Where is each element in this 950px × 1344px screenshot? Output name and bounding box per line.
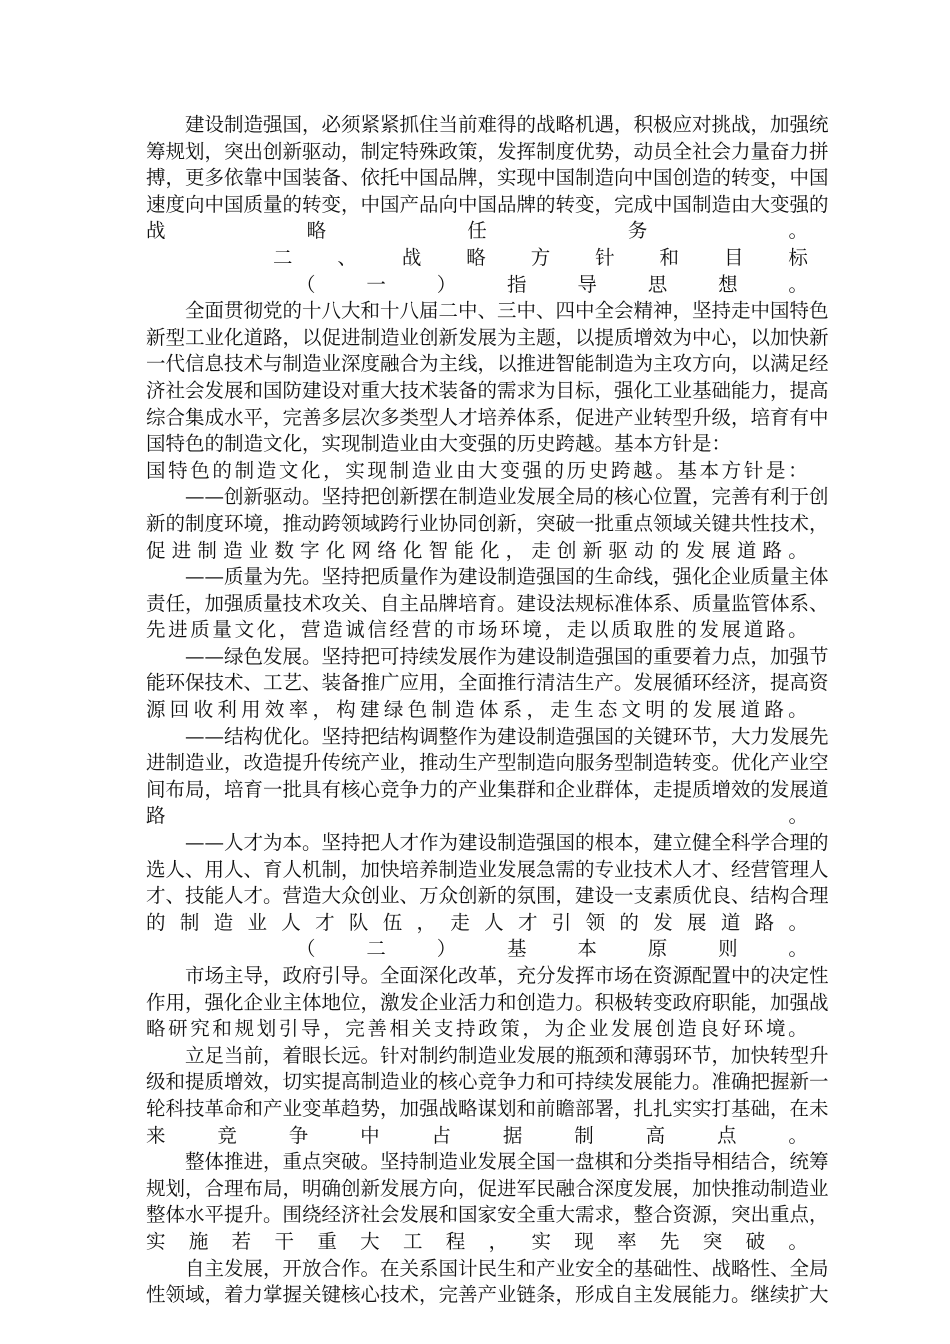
spaced-char: 诚 [345, 618, 365, 642]
spaced-char: 创 [557, 538, 577, 562]
spaced-char: 是 [765, 458, 786, 482]
spaced-char: 质 [190, 618, 210, 642]
spaced-char: 中 [360, 1123, 380, 1147]
spaced-char: 的 [212, 458, 232, 482]
spaced-char: ， [526, 698, 547, 722]
spaced-char: ） [436, 937, 457, 961]
spaced-char: 支 [433, 1017, 454, 1041]
spaced-char: 方 [530, 245, 551, 269]
spaced-char: 道 [736, 538, 757, 562]
text-line: 级和提质增效，切实提高制造业的核心竞争力和可持续发展能力。准确把握新一 [146, 1070, 829, 1094]
text-line: 筹规划，突出创新驱动，制定特殊政策，发挥制度优势，动员全社会力量奋力拼 [146, 139, 829, 163]
spaced-char: 道 [743, 618, 764, 642]
spaced-char: 基 [677, 458, 697, 482]
spaced-char: 造 [213, 910, 234, 934]
spaced-char: 收 [193, 698, 214, 722]
spaced-char: 进 [171, 538, 192, 562]
text-line: 济社会发展和国防建设对重大技术装备的需求为目标，强化工业基础能力，提高 [146, 378, 829, 402]
spaced-char: 发 [610, 1017, 631, 1041]
text-line: 市场主导，政府引导。全面深化改革，充分发挥市场在资源配置中的决定性 [185, 964, 829, 987]
spaced-char: 才 [517, 910, 538, 934]
spaced-char: 的 [619, 910, 639, 934]
spaced-char: 路 [764, 698, 784, 722]
text-line: ——质量为先。坚持把质量作为建设制造强国的生命线，强化企业质量主体 [185, 565, 829, 589]
spaced-char: 现 [574, 1229, 594, 1253]
spaced-char: 系 [502, 698, 523, 722]
spaced-char: 、 [337, 245, 357, 269]
spaced-char: 二 [273, 245, 293, 269]
spaced-char: 业 [247, 910, 267, 934]
spaced-char: 化 [325, 538, 346, 562]
spaced-char: 动 [634, 538, 654, 562]
spaced-char: ： [788, 458, 808, 482]
spaced-char: 目 [723, 245, 744, 269]
spaced-char: 路 [765, 618, 786, 642]
spaced-char: 特 [168, 458, 188, 482]
spaced-char: 态 [597, 698, 618, 722]
spaced-char: ， [416, 910, 437, 934]
spaced-char: 场 [478, 618, 498, 642]
spaced-char: （ [296, 937, 316, 961]
spaced-char: ， [522, 1017, 542, 1041]
spaced-char: 智 [428, 538, 449, 562]
text-line: 立足当前，着眼长远。针对制约制造业发展的瓶颈和薄弱环节，加快转型升 [185, 1043, 829, 1067]
spaced-char: 引 [278, 1017, 299, 1041]
spaced-char: ， [312, 698, 332, 722]
spaced-char: ， [323, 1017, 343, 1041]
text-line: 整体水平提升。围绕经济社会发展和国家安全重大需求，整合资源，突出重点， [146, 1203, 829, 1227]
text-line: 一代信息技术与制造业深度融合为主线，以推进智能制造为主攻方向，以满足经 [146, 352, 829, 376]
spaced-char: 进 [168, 618, 188, 642]
spaced-line [146, 803, 808, 830]
spaced-char: 络 [377, 538, 397, 562]
spaced-char: 大 [478, 458, 498, 482]
spaced-char: 争 [288, 1123, 309, 1147]
spaced-line [146, 1229, 808, 1256]
spaced-char: 实 [531, 1229, 551, 1253]
spaced-char: 利 [217, 698, 237, 722]
spaced-char: 路 [762, 538, 783, 562]
spaced-char: 好 [721, 1017, 742, 1041]
spaced-char: 色 [407, 698, 428, 722]
spaced-char: 完 [345, 1017, 365, 1041]
spaced-char: 制 [389, 458, 410, 482]
spaced-char: 针 [595, 245, 615, 269]
spaced-char: 竞 [217, 1123, 237, 1147]
spaced-char: 文 [278, 458, 299, 482]
text-line: 速度向中国质量的转变，中国产品向中国品牌的转变，完成中国制造由大变强的 [146, 192, 829, 216]
spaced-char: 的 [659, 538, 680, 562]
spaced-char: 制 [574, 1123, 594, 1147]
spaced-char: 化 [402, 538, 423, 562]
text-line: 作用，强化企业主体地位，激发企业活力和创造力。积极转变政府职能，加强战 [146, 990, 829, 1014]
spaced-char: 策 [500, 1017, 520, 1041]
section-heading [146, 245, 808, 272]
spaced-char: 制 [431, 698, 451, 722]
spaced-char: ， [323, 458, 343, 482]
subsection-heading [146, 936, 808, 963]
spaced-char: 信 [367, 618, 387, 642]
spaced-line [146, 697, 808, 724]
spaced-char: 制 [234, 458, 255, 482]
spaced-char: 营 [300, 618, 321, 642]
spaced-char: 境 [765, 1017, 786, 1041]
spaced-char: 道 [740, 698, 761, 722]
spaced-char: 跨 [610, 458, 631, 482]
spaced-char: 促 [146, 538, 166, 562]
spaced-char: 先 [659, 1229, 680, 1253]
spaced-char: 创 [655, 1017, 675, 1041]
spaced-char: 重 [317, 1229, 337, 1253]
spaced-char: 走 [550, 698, 570, 722]
spaced-char: 善 [367, 1017, 387, 1041]
spaced-char: 质 [610, 618, 631, 642]
spaced-char: 业 [248, 538, 269, 562]
spaced-char: 施 [188, 1229, 209, 1253]
spaced-char: 走 [450, 910, 470, 934]
spaced-char: 取 [633, 618, 653, 642]
spaced-char: 针 [743, 458, 764, 482]
spaced-char: 能 [454, 538, 474, 562]
spaced-char: 的 [146, 910, 166, 934]
text-line: 轮科技革命和产业变革趋势，加强战略谋划和前瞻部署，扎扎实实打基础，在未 [146, 1096, 829, 1120]
spaced-char: 建 [360, 698, 380, 722]
spaced-char: 研 [168, 1017, 188, 1041]
spaced-char: 导 [577, 272, 597, 296]
spaced-char: ， [488, 1229, 509, 1253]
text-line: ——结构优化。坚持把结构调整作为建设制造强国的关键环节，大力发展先 [185, 724, 829, 748]
spaced-char: 程 [445, 1229, 466, 1253]
spaced-char: 企 [566, 1017, 587, 1041]
spaced-char: 率 [288, 698, 309, 722]
spaced-char: 的 [433, 618, 454, 642]
spaced-line [146, 218, 808, 245]
spaced-char: 展 [716, 698, 737, 722]
spaced-char: 。 [788, 804, 808, 828]
spaced-char: 来 [146, 1123, 166, 1147]
spaced-char: 色 [190, 458, 210, 482]
spaced-char: 划 [256, 1017, 277, 1041]
text-line: 建设制造强国，必须紧紧抓住当前难得的战略机遇，积极应对挑战，加强统 [185, 113, 829, 136]
spaced-char: 一 [366, 272, 386, 296]
spaced-char: 指 [507, 272, 527, 296]
spaced-char: 先 [146, 618, 166, 642]
spaced-char: 的 [677, 618, 697, 642]
spaced-char: 战 [401, 245, 422, 269]
spaced-char: ， [544, 618, 565, 642]
spaced-char: 造 [323, 618, 343, 642]
spaced-char: 市 [455, 618, 476, 642]
spaced-char: 由 [455, 458, 476, 482]
text-line: 性领域，着力掌握关键核心技术，完善产业链条，形成自主发展能力。继续扩大 [146, 1283, 829, 1307]
text-line: 才、技能人才。营造大众创业、万众创新的氛围，建设一支素质优良、结构合理 [146, 884, 829, 908]
spaced-char: 造 [677, 1017, 697, 1041]
text-line: 规划，合理布局，明确创新发展方向，促进军民融合深度发展，加快推动制造业 [146, 1176, 829, 1200]
text-line: ——创新驱动。坚持把创新摆在制造业发展全局的核心位置，完善有利于创 [185, 485, 829, 509]
spaced-char: 和 [212, 1017, 232, 1041]
spaced-char: 发 [692, 698, 713, 722]
spaced-char: 经 [389, 618, 410, 642]
spaced-char: 率 [617, 1229, 637, 1253]
text-line: 责任，加强质量技术攻关、自主品牌培育。建设法规标准体系、质量监管体系、 [146, 591, 829, 615]
spaced-char: 发 [699, 618, 720, 642]
text-line: ——人才为本。坚持把人才作为建设制造强国的根本，建立健全科学合理的 [185, 831, 829, 855]
spaced-char: 。 [788, 1017, 808, 1041]
spaced-char: 绿 [383, 698, 404, 722]
spaced-char: 路 [146, 804, 166, 828]
spaced-char: 以 [588, 618, 609, 642]
spaced-char: 现 [367, 458, 387, 482]
spaced-char: 持 [455, 1017, 476, 1041]
spaced-char: 和 [659, 245, 680, 269]
spaced-char: 字 [300, 538, 320, 562]
spaced-char: 化 [479, 538, 500, 562]
spaced-char: 战 [146, 219, 166, 243]
spaced-char: 数 [274, 538, 294, 562]
spaced-char: 标 [788, 245, 808, 269]
spaced-char: 则 [718, 937, 738, 961]
spaced-char: 构 [336, 698, 356, 722]
spaced-line [146, 1016, 808, 1043]
spaced-char: 的 [544, 458, 565, 482]
spaced-char: 点 [717, 1123, 737, 1147]
spaced-char: ， [505, 538, 526, 562]
spaced-char: 突 [702, 1229, 723, 1253]
spaced-char: 越 [633, 458, 653, 482]
spaced-char: 发 [685, 538, 705, 562]
spaced-char: 走 [566, 618, 587, 642]
spaced-char: 文 [621, 698, 642, 722]
spaced-char: 新 [582, 538, 603, 562]
spaced-char: 明 [645, 698, 665, 722]
spaced-char: 高 [645, 1123, 666, 1147]
text-line: 进制造业，改造提升传统产业，推动生产型制造向服务型制造转变。优化产业空 [146, 751, 829, 775]
spaced-char: 展 [633, 1017, 653, 1041]
spaced-char: 网 [351, 538, 372, 562]
spaced-char: 回 [169, 698, 190, 722]
spaced-char: 业 [588, 1017, 609, 1041]
spaced-char: 变 [500, 458, 520, 482]
spaced-char: 展 [721, 618, 742, 642]
spaced-char: 驱 [608, 538, 628, 562]
spaced-char: 队 [348, 910, 369, 934]
spaced-char: 。 [788, 937, 808, 961]
spaced-char: 方 [721, 458, 742, 482]
text-line: 自主发展，开放合作。在关系国计民生和产业安全的基础性、战略性、全局 [185, 1256, 829, 1280]
text-line: ——绿色发展。坚持把可持续发展作为建设制造强国的重要着力点，加强节 [185, 644, 829, 668]
spaced-char: 胜 [655, 618, 675, 642]
text-line: 能环保技术、工艺、装备推广应用，全面推行清洁生产。发展循环经济，提高资 [146, 671, 829, 695]
spaced-char: 本 [577, 937, 597, 961]
document-body [146, 112, 829, 1309]
spaced-char: 化 [300, 458, 321, 482]
spaced-char: 环 [500, 618, 520, 642]
spaced-char: 国 [146, 458, 166, 482]
spaced-char: 的 [669, 698, 689, 722]
spaced-char: 略 [146, 1017, 166, 1041]
spaced-char: 效 [264, 698, 285, 722]
spaced-char: 文 [234, 618, 255, 642]
text-line: 国特色的制造文化，实现制造业由大变强的历史跨越。基本方针是： [146, 432, 732, 456]
spaced-line [146, 458, 808, 485]
spaced-char: 人 [281, 910, 301, 934]
spaced-char: 大 [360, 1229, 380, 1253]
spaced-char: 。 [655, 458, 675, 482]
spaced-char: 展 [687, 910, 707, 934]
spaced-char: 环 [743, 1017, 764, 1041]
spaced-char: 导 [300, 1017, 321, 1041]
text-line: 搏，更多依靠中国装备、依托中国品牌，实现中国制造向中国创造的转变，中国 [146, 166, 829, 190]
spaced-char: 人 [484, 910, 504, 934]
spaced-char: 基 [507, 937, 527, 961]
spaced-char: 才 [315, 910, 335, 934]
spaced-char: 工 [402, 1229, 423, 1253]
spaced-char: 源 [146, 698, 166, 722]
spaced-char: 造 [223, 538, 243, 562]
spaced-line [146, 617, 808, 644]
text-line: 整体推进，重点突破。坚持制造业发展全国一盘棋和分类指导相结合，统筹 [185, 1150, 829, 1174]
spaced-char: 。 [788, 618, 808, 642]
spaced-char: 关 [411, 1017, 432, 1041]
spaced-char: 体 [478, 698, 499, 722]
spaced-char: ） [436, 272, 457, 296]
spaced-char: 。 [788, 1229, 808, 1253]
spaced-char: 略 [306, 219, 327, 243]
spaced-char: 造 [455, 698, 475, 722]
spaced-char: 若 [231, 1229, 252, 1253]
spaced-char: 史 [588, 458, 609, 482]
spaced-char: 良 [699, 1017, 720, 1041]
spaced-char: 制 [197, 538, 217, 562]
spaced-char: ， [278, 618, 299, 642]
spaced-char: 量 [212, 618, 232, 642]
spaced-char: 。 [788, 1123, 808, 1147]
spaced-char: 营 [411, 618, 432, 642]
spaced-char: 制 [179, 910, 200, 934]
spaced-char: 引 [551, 910, 572, 934]
spaced-char: 想 [718, 272, 738, 296]
spaced-char: 二 [366, 937, 386, 961]
spaced-char: 略 [466, 245, 486, 269]
spaced-char: 破 [745, 1229, 766, 1253]
spaced-char: 政 [478, 1017, 498, 1041]
spaced-char: 规 [234, 1017, 255, 1041]
spaced-line [146, 910, 808, 937]
spaced-char: 化 [256, 618, 277, 642]
text-line: 间布局，培育一批具有核心竞争力的产业集群和企业群体，走提质增效的发展道 [146, 777, 829, 801]
spaced-char: 道 [720, 910, 741, 934]
spaced-char: 务 [627, 219, 648, 243]
text-line: 新的制度环境，推动跨领域跨行业协同创新，突破一批重点领域关键共性技术， [146, 511, 829, 535]
spaced-char: 。 [788, 272, 808, 296]
spaced-char: 。 [788, 538, 808, 562]
spaced-char: 。 [788, 910, 808, 934]
spaced-char: 究 [190, 1017, 210, 1041]
spaced-char: 历 [566, 458, 587, 482]
spaced-line [146, 1123, 808, 1150]
spaced-char: 本 [699, 458, 720, 482]
spaced-char: 领 [585, 910, 606, 934]
text-line: 综合集成水平，完善多层次多类型人才培养体系，促进产业转型升级，培育有中 [146, 405, 829, 429]
spaced-char: 路 [754, 910, 775, 934]
spaced-char: 原 [647, 937, 668, 961]
spaced-char: 业 [433, 458, 454, 482]
spaced-char: 干 [274, 1229, 294, 1253]
spaced-char: 造 [256, 458, 277, 482]
spaced-char: 走 [531, 538, 551, 562]
spaced-char: 。 [788, 698, 808, 722]
spaced-line [146, 538, 808, 565]
spaced-char: 展 [711, 538, 731, 562]
spaced-char: 为 [544, 1017, 565, 1041]
text-line: 全面贯彻党的十八大和十八届二中、三中、四中全会精神，坚持走中国特色 [185, 299, 829, 323]
spaced-char: 据 [502, 1123, 523, 1147]
spaced-char: （ [296, 272, 316, 296]
spaced-char: 生 [574, 698, 594, 722]
spaced-char: 实 [345, 458, 365, 482]
spaced-char: 境 [522, 618, 542, 642]
spaced-char: 强 [522, 458, 542, 482]
spaced-char: 用 [241, 698, 261, 722]
spaced-char: 实 [146, 1229, 166, 1253]
text-line: 选人、用人、育人机制，加快培养制造业发展急需的专业技术人才、经营管理人 [146, 857, 829, 881]
spaced-char: 相 [389, 1017, 410, 1041]
spaced-char: 发 [653, 910, 673, 934]
spaced-char: 任 [467, 219, 487, 243]
spaced-char: 。 [788, 219, 808, 243]
spaced-char: 思 [647, 272, 668, 296]
spaced-char: 伍 [382, 910, 403, 934]
subsection-heading [146, 272, 808, 299]
spaced-char: 造 [411, 458, 432, 482]
spaced-char: 占 [431, 1123, 452, 1147]
text-line: 新型工业化道路，以促进制造业创新发展为主题，以提质增效为中心，以加快新 [146, 325, 829, 349]
